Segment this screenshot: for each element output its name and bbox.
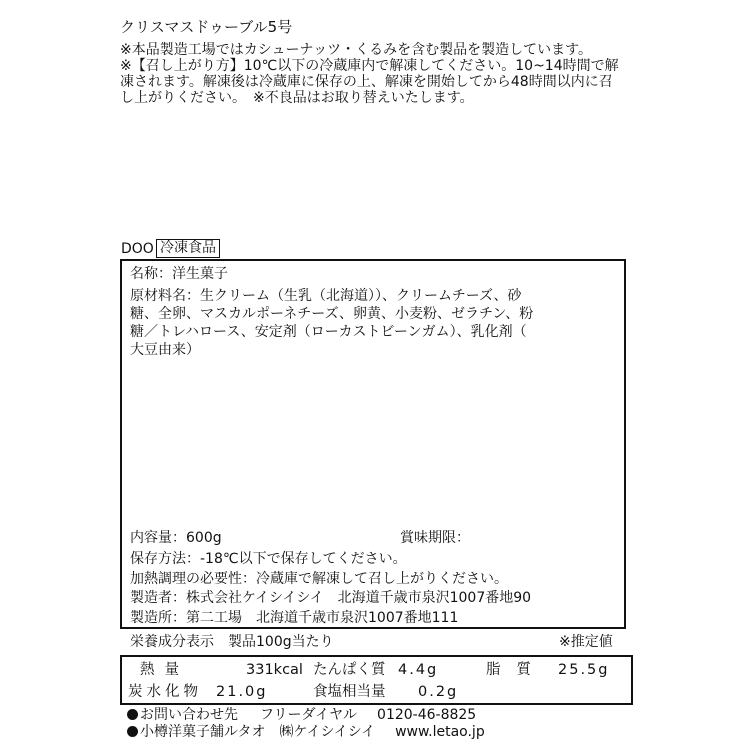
contact-type: フリーダイヤル	[260, 707, 358, 723]
salt-value: 0.2g	[418, 684, 459, 700]
ingredients-line-2: 糖、全卵、マスカルポーネチーズ、卵黄、小麦粉、ゼラチン、粉	[130, 306, 534, 322]
label-code: DOO	[121, 241, 154, 257]
carbohydrate-label: 炭水化物	[128, 684, 202, 700]
protein-label: たんぱく質	[313, 662, 386, 678]
storage-method-row: 保存方法：-18℃以下で保存してください。	[130, 551, 407, 567]
website-url: www.letao.jp	[395, 724, 485, 740]
fat-label: 脂質	[486, 662, 547, 678]
energy-label: 熱量	[140, 662, 189, 678]
serving-note-line-1: ※【召し上がり方】10℃以下の冷蔵庫内で解凍してください。10~14時間で解	[120, 58, 619, 74]
serving-note-line-3: し上がりください。 ※不良品はお取り替えいたします。	[120, 90, 474, 106]
contact-label: お問い合わせ先	[140, 707, 238, 723]
shop-line	[127, 724, 485, 741]
nutrition-estimate-note: ※推定値	[559, 634, 613, 650]
protein-value: 4.4g	[398, 662, 439, 678]
nutrition-title: 栄養成分表示 製品100g当たり	[130, 634, 334, 650]
factory-row: 製造所：第二工場 北海道千歳市泉沢1007番地111	[130, 610, 459, 626]
company-name: ㈱ケイシイシイ	[279, 724, 376, 740]
contact-phone: 0120-46-8825	[377, 707, 477, 723]
carbohydrate-value: 21.0g	[216, 684, 268, 700]
expiry-date-row: 賞味期限：	[400, 530, 470, 546]
bullet-dot-icon	[127, 709, 138, 720]
manufacturer-row: 製造者：株式会社ケイシイシイ 北海道千歳市泉沢1007番地90	[130, 590, 532, 606]
product-name-row: 名称：洋生菓子	[130, 266, 228, 282]
heating-requirement-row: 加熱調理の必要性：冷蔵庫で解凍して召し上がりください。	[130, 571, 508, 587]
allergen-note: ※本品製造工場ではカシューナッツ・くるみを含む製品を製造しています。	[120, 42, 593, 58]
ingredients-line-3: 糖／トレハロース、安定剤（ローカストビーンガム）、乳化剤（	[130, 324, 527, 340]
content-amount-row: 内容量：600g	[130, 530, 222, 546]
ingredients-line-1: 原材料名：生クリーム（生乳（北海道））、クリームチーズ、砂	[130, 288, 522, 304]
product-title: クリスマスドゥーブル5号	[120, 18, 293, 36]
energy-value: 331kcal	[246, 662, 303, 678]
salt-label: 食塩相当量	[313, 684, 386, 700]
ingredients-line-4: 大豆由来）	[130, 342, 200, 358]
contact-line	[127, 707, 476, 724]
bullet-dot-icon	[127, 726, 138, 737]
frozen-food-tag: 冷凍食品	[156, 239, 220, 258]
shop-name: 小樽洋菓子舗ルタオ	[140, 724, 266, 740]
serving-note-line-2: 凍されます。解凍後は冷蔵庫に保存の上、解凍を開始してから48時間以内に召	[120, 74, 613, 90]
fat-value: 25.5g	[558, 662, 610, 678]
